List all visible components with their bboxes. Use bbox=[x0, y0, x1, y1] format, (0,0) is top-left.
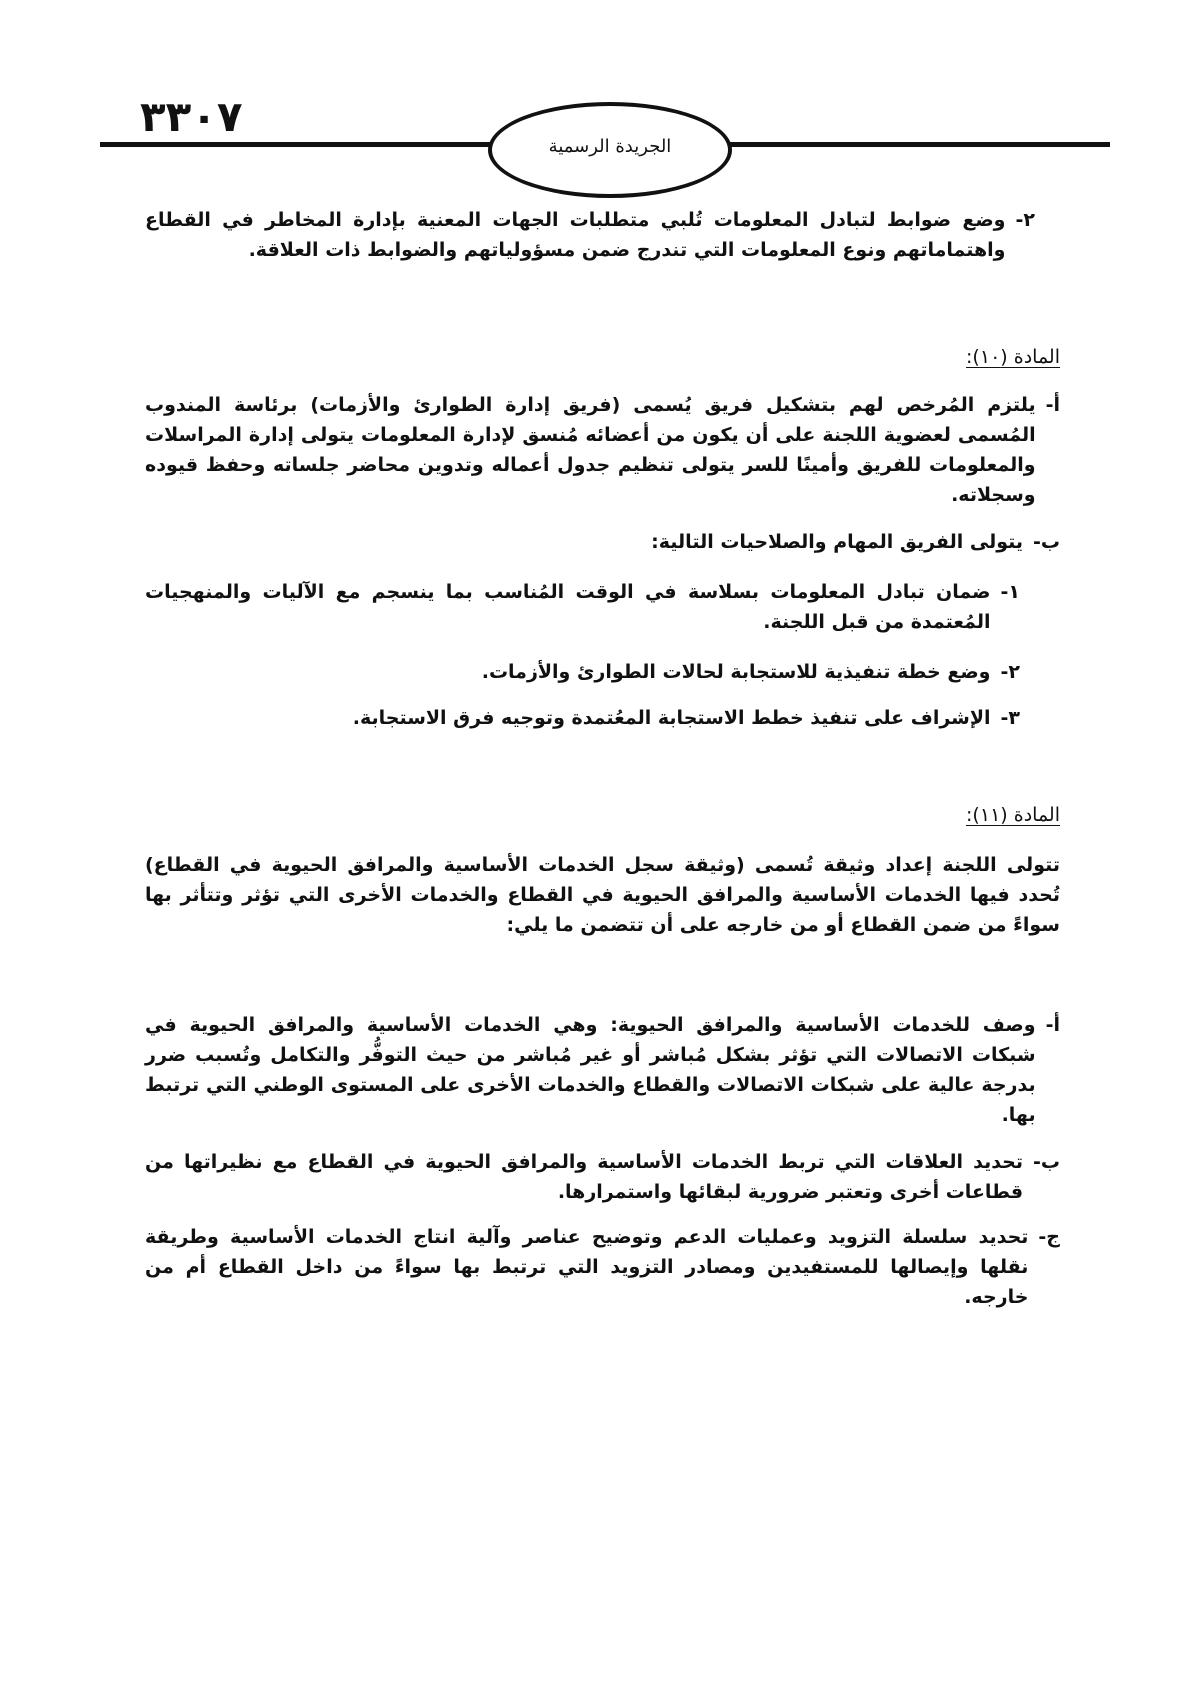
item-marker: أ- bbox=[1045, 394, 1060, 416]
item-marker: ٢- bbox=[1015, 209, 1035, 231]
article-11-item-c bbox=[145, 1222, 1060, 1312]
item-marker: ١- bbox=[1000, 581, 1020, 603]
page-number: ٣٣٠٧ bbox=[140, 92, 243, 141]
item-text: الإشراف على تنفيذ خطط الاستجابة المعُتمدة وتوجيه فرق الاستجابة. bbox=[352, 707, 991, 729]
item-text: وضع ضوابط لتبادل المعلومات تُلبي متطلبات الجهات المعنية بإدارة المخاطر في القطاع واهتماماتهم ونوع المعلومات التي تندرج ضمن مسؤولياتهم والضوابط ذات العلاقة. bbox=[145, 209, 1006, 261]
intro-text: تتولى اللجنة إعداد وثيقة تُسمى (وثيقة سجل الخدمات الأساسية والمرافق الحيوية في القطاع) تُحدد فيها الخدمات الأساسية والمرافق الحيوية في القطاع والخدمات الأخرى التي تؤثر وتتأثر بها سواءً من ضمن القطاع أو من خارجه على أن تتضمن ما يلي: bbox=[145, 854, 1060, 936]
item-marker: ٣- bbox=[1000, 707, 1020, 729]
item-marker: أ- bbox=[1045, 1014, 1060, 1036]
item-text: وضع خطة تنفيذية للاستجابة لحالات الطوارئ والأزمات. bbox=[481, 661, 991, 683]
item-marker: ٢- bbox=[1000, 661, 1020, 683]
article-10-sub-item-3 bbox=[145, 703, 1060, 733]
item-text: تحديد سلسلة التزويد وعمليات الدعم وتوضيح عناصر وآلية انتاج الخدمات الأساسية وطريقة نقلها وإيصالها للمستفيدين ومصادر التزويد التي ترتبط بها سواءً من داخل القطاع أم من خارجه. bbox=[145, 1226, 1029, 1308]
article-10-item-b bbox=[145, 527, 1060, 557]
article-10-heading-block bbox=[145, 342, 1060, 372]
article-10-sub-item-2 bbox=[145, 657, 1060, 687]
article-11-intro bbox=[145, 850, 1060, 940]
article-11-item-b bbox=[145, 1147, 1060, 1207]
article-10-heading: المادة (١٠): bbox=[966, 346, 1060, 368]
item-marker: ج- bbox=[1038, 1226, 1060, 1248]
article-10-sub-item-1 bbox=[145, 577, 1060, 637]
item-text: ضمان تبادل المعلومات بسلاسة في الوقت المُناسب بما ينسجم مع الآليات والمنهجيات المُعتمدة من قبل اللجنة. bbox=[145, 581, 991, 633]
item-marker: ب- bbox=[1033, 1151, 1060, 1173]
article-11-heading-block bbox=[145, 800, 1060, 830]
continued-item bbox=[145, 205, 1060, 265]
article-11-item-a bbox=[145, 1010, 1060, 1130]
item-text: وصف للخدمات الأساسية والمرافق الحيوية: وهي الخدمات الأساسية والمرافق الحيوية في شبكات الاتصالات التي تؤثر بشكل مُباشر أو غير مُباشر من حيث التوفُّر والتكامل وتُسبب ضرر بدرجة عالية على شبكات الاتصالات والقطاع والخدمات الأخرى على المستوى الوطني التي ترتبط بها. bbox=[145, 1014, 1036, 1126]
item-marker: ب- bbox=[1033, 531, 1060, 553]
item-text: يلتزم المُرخص لهم بتشكيل فريق يُسمى (فريق إدارة الطوارئ والأزمات) برئاسة المندوب المُسمى لعضوية اللجنة على أن يكون من أعضائه مُنسق لإدارة المعلومات يتولى إدارة المراسلات والمعلومات للفريق وأمينًا للسر يتولى تنظيم جدول أعماله وتدوين محاضر جلساته وحفظ قيوده وسجلاته. bbox=[145, 394, 1036, 506]
item-text: تحديد العلاقات التي تربط الخدمات الأساسية والمرافق الحيوية في القطاع مع نظيراتها من قطاعات أخرى وتعتبر ضرورية لبقائها واستمرارها. bbox=[145, 1151, 1024, 1203]
gazette-title: الجريدة الرسمية bbox=[548, 135, 672, 157]
article-10-item-a bbox=[145, 390, 1060, 510]
header-oval bbox=[488, 102, 732, 198]
item-text: يتولى الفريق المهام والصلاحيات التالية: bbox=[651, 531, 1024, 553]
article-11-heading: المادة (١١): bbox=[966, 804, 1060, 826]
